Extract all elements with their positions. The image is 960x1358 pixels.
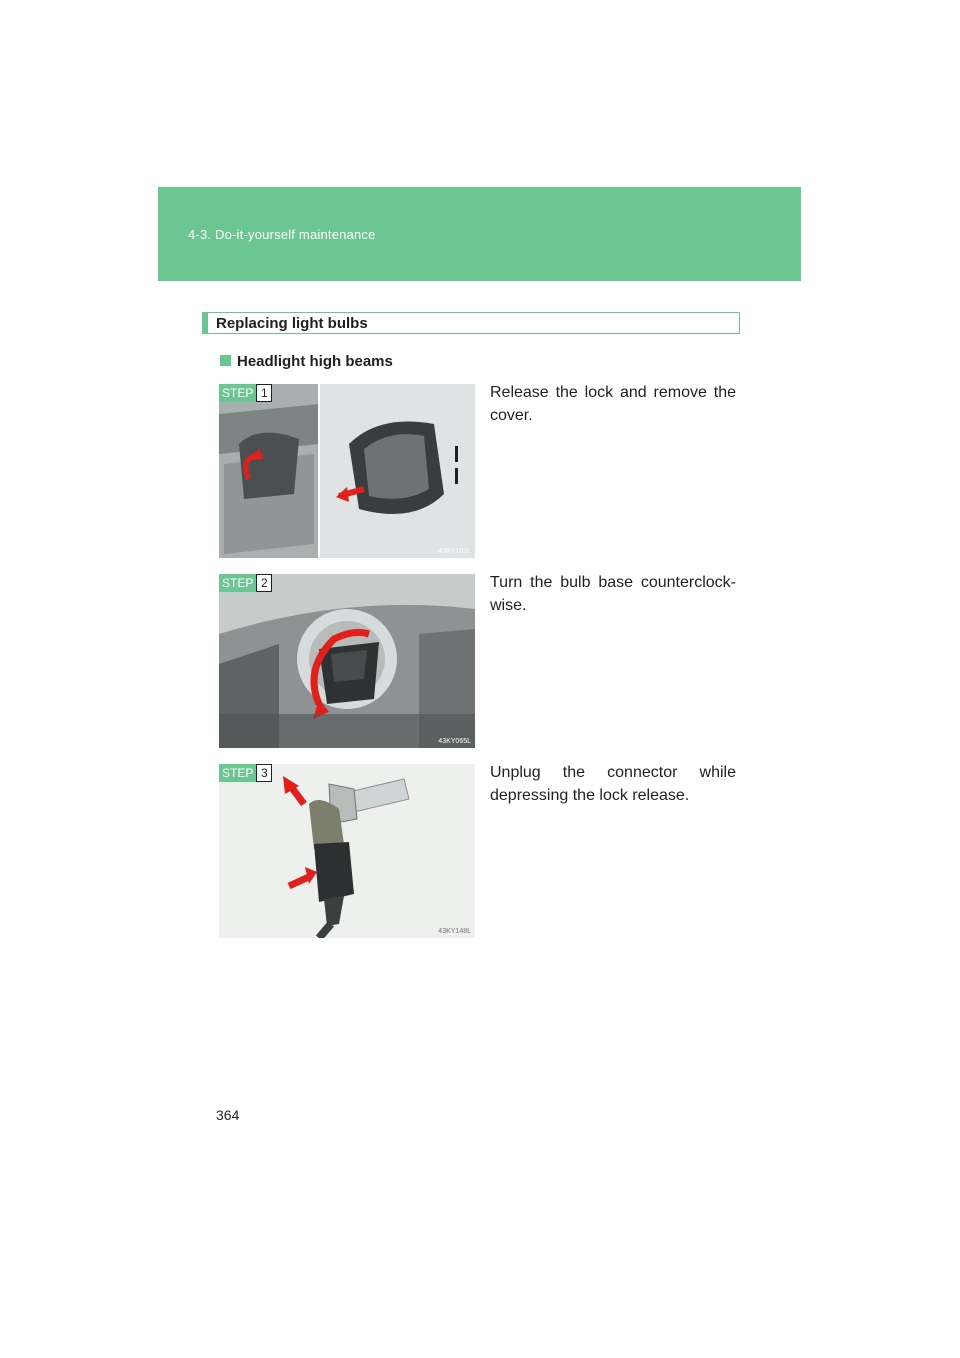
step-3-text: Unplug the connector while depressing the lock release. xyxy=(490,764,736,804)
step-2-illustration xyxy=(219,574,475,748)
section-title-bar xyxy=(202,312,740,334)
step-3-number: 3 xyxy=(256,764,272,782)
step-1-label: STEP xyxy=(219,384,256,402)
step-3-badge xyxy=(219,764,272,782)
header-band xyxy=(158,187,801,281)
section-title: Replacing light bulbs xyxy=(216,315,368,332)
square-bullet-icon xyxy=(220,355,231,366)
step-2-number: 2 xyxy=(256,574,272,592)
step-1-number: 1 xyxy=(256,384,272,402)
step-3-image-code: 43KY148L xyxy=(438,928,471,935)
step-1-text: Release the lock and remove the cover. xyxy=(490,384,736,424)
step-2-text: Turn the bulb base counterclock-wise. xyxy=(490,574,736,614)
step-3-label: STEP xyxy=(219,764,256,782)
step-2-badge xyxy=(219,574,272,592)
bulb-base-illustration xyxy=(219,574,475,748)
sub-heading xyxy=(220,353,393,370)
section-label: 4-3. Do-it-yourself maintenance xyxy=(188,227,376,242)
step-3-illustration xyxy=(219,764,475,938)
headlight-cover-illustration xyxy=(219,384,475,558)
step-2-label: STEP xyxy=(219,574,256,592)
page-number: 364 xyxy=(216,1107,240,1123)
title-marker xyxy=(202,312,208,334)
step-1-image-code: 43KY102L xyxy=(438,548,471,555)
step-2-image-code: 43KY065L xyxy=(438,738,471,745)
step-1-illustration xyxy=(219,384,475,558)
sub-heading-text: Headlight high beams xyxy=(237,353,393,370)
step-1-badge xyxy=(219,384,272,402)
connector-illustration xyxy=(219,764,475,938)
